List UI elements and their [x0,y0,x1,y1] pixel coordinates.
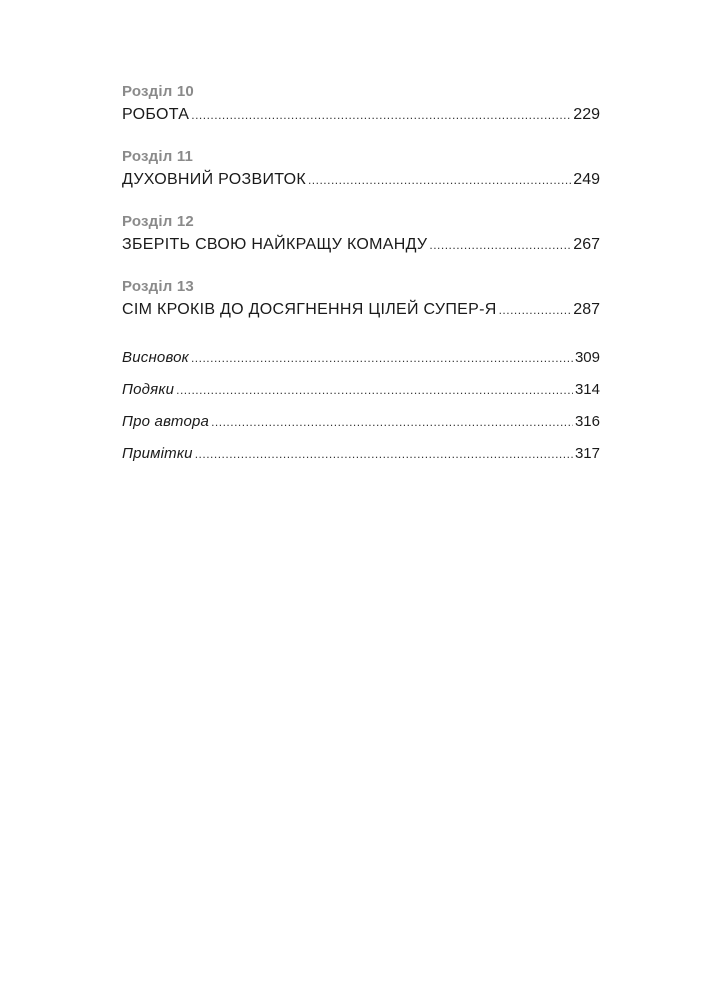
toc-chapter-12 [122,212,600,257]
chapter-label: Розділ 12 [122,213,194,230]
dot-leader [499,298,572,323]
page-number: 317 [574,445,600,462]
dot-leader [191,342,573,374]
toc-entry [122,102,600,127]
section-title: Про автора [122,413,210,430]
dot-leader [176,374,573,406]
page-number: 267 [573,236,600,253]
table-of-contents [122,82,600,470]
page-number: 314 [574,381,600,398]
page-number: 287 [573,301,600,318]
page-number: 316 [574,413,600,430]
page-number: 229 [573,106,600,123]
toc-entry-about-author [122,406,600,438]
dot-leader [211,406,573,438]
toc-entry-acknowledgements [122,374,600,406]
dot-leader [191,103,571,128]
chapter-label: Розділ 11 [122,148,194,165]
dot-leader [308,168,571,193]
dot-leader [195,438,573,470]
chapter-title: СІМ КРОКІВ ДО ДОСЯГНЕННЯ ЦІЛЕЙ СУПЕР-Я [122,301,497,318]
dot-leader [429,233,571,258]
section-title: Примітки [122,445,193,462]
toc-chapter-11 [122,147,600,192]
chapter-title: ДУХОВНИЙ РОЗВИТОК [122,171,306,188]
page-number: 249 [573,171,600,188]
section-title: Висновок [122,349,189,366]
toc-entry [122,167,600,192]
page-number: 309 [574,349,600,366]
toc-entry [122,297,600,322]
chapter-title: ЗБЕРІТЬ СВОЮ НАЙКРАЩУ КОМАНДУ [122,236,428,253]
chapter-title: РОБОТА [122,106,190,123]
toc-entry-conclusion [122,342,600,374]
chapter-label: Розділ 13 [122,278,194,295]
chapter-label: Розділ 10 [122,83,194,100]
back-matter-list [122,342,600,470]
toc-chapter-10 [122,82,600,127]
section-title: Подяки [122,381,175,398]
toc-chapter-13 [122,277,600,322]
toc-entry-notes [122,438,600,470]
toc-entry [122,232,600,257]
